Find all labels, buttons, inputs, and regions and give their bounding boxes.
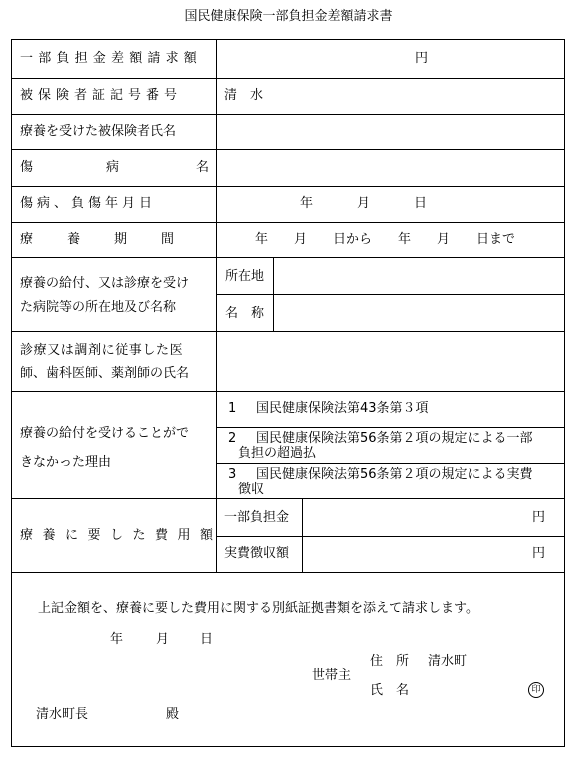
- row-divider: [11, 391, 565, 392]
- row-divider: [11, 149, 565, 150]
- actual-cost-input[interactable]: [308, 539, 526, 569]
- row-divider: [11, 257, 565, 258]
- reason-option-3-text[interactable]: 国民健康保険法第56条第２項の規定による実費: [256, 467, 533, 482]
- cost-label: 療養に要した費用額: [20, 528, 223, 543]
- hospital-name-input[interactable]: [280, 297, 560, 328]
- claim-amount-input[interactable]: [222, 44, 560, 74]
- declaration-date-year: 年: [110, 632, 124, 647]
- address-value: 清水町: [428, 654, 468, 669]
- injury-date-input[interactable]: [222, 189, 560, 219]
- treatment-period-label: 療養期間: [20, 232, 209, 247]
- reason-option-1-num: 1: [228, 401, 237, 416]
- illness-label-mid: 病: [106, 160, 120, 175]
- reason-option-2-text[interactable]: 国民健康保険法第56条第２項の規定による一部: [256, 431, 533, 446]
- declaration-date-month: 月: [156, 632, 170, 647]
- cost-sub-divider: [216, 536, 565, 537]
- doctor-label-line2: 師、歯科医師、薬剤師の氏名: [20, 366, 190, 381]
- hospital-sub-divider: [216, 294, 565, 295]
- copay-input[interactable]: [308, 502, 526, 532]
- treatment-period-text: 年 月 日から 年 月 日まで: [255, 232, 516, 247]
- row-divider: [11, 572, 565, 573]
- claim-amount-unit: 円: [415, 51, 429, 66]
- illness-name-input[interactable]: [222, 153, 560, 183]
- injury-date-year: 年: [300, 196, 314, 211]
- reason-option-3-num: 3: [228, 467, 237, 482]
- row-divider: [11, 498, 565, 499]
- illness-label-left: 傷: [20, 160, 34, 175]
- reason-option-2-num: 2: [228, 431, 237, 446]
- reason-option-3-text-line2: 徴収: [238, 482, 265, 497]
- declaration-text: 上記金額を、療養に要した費用に関する別紙証拠書類を添えて請求します。: [38, 601, 479, 616]
- label-column-divider: [216, 39, 217, 572]
- insured-number-input[interactable]: [280, 81, 560, 111]
- row-divider: [11, 114, 565, 115]
- insured-number-prefix: 清 水: [224, 88, 264, 103]
- doctor-name-input[interactable]: [222, 335, 560, 387]
- hospital-address-input[interactable]: [280, 260, 560, 291]
- reason-label-line1: 療養の給付を受けることがで: [20, 426, 190, 441]
- address-label: 住 所: [370, 654, 410, 669]
- illness-label-right: 名: [196, 160, 210, 175]
- householder-label: 世帯主: [312, 668, 352, 683]
- actual-cost-unit: 円: [532, 546, 546, 561]
- honorific: 殿: [166, 707, 180, 722]
- copay-unit: 円: [532, 510, 546, 525]
- insured-name-input[interactable]: [222, 117, 560, 147]
- row-divider: [11, 331, 565, 332]
- hospital-label-line2: た病院等の所在地及び名称: [20, 300, 177, 315]
- injury-date-label: 傷病、負傷年月日: [20, 196, 157, 211]
- cost-label-divider: [302, 498, 303, 572]
- insured-number-label: 被保険者証記号番号: [20, 88, 183, 103]
- page-title: 国民健康保険一部負担金差額請求書: [184, 9, 393, 24]
- injury-date-day: 日: [414, 196, 428, 211]
- insured-name-label: 療養を受けた被保険者氏名: [20, 124, 177, 139]
- row-divider: [11, 186, 565, 187]
- reason-sub-divider: [216, 427, 565, 428]
- reason-sub-divider: [216, 463, 565, 464]
- addressee: 清水町長: [36, 707, 89, 722]
- claim-amount-label-text: 一部負担金差額請求額: [20, 51, 203, 66]
- reason-option-2-text-line2: 負担の超過払: [238, 446, 317, 461]
- row-divider: [11, 222, 565, 223]
- declaration-date-day: 日: [200, 632, 214, 647]
- injury-date-month: 月: [357, 196, 371, 211]
- reason-option-1-text[interactable]: 国民健康保険法第43条第３項: [256, 401, 429, 416]
- hospital-label-divider: [273, 257, 274, 331]
- treatment-period-input[interactable]: [222, 225, 560, 255]
- reason-label-line2: きなかった理由: [20, 455, 112, 470]
- name-label: 氏 名: [370, 683, 410, 698]
- claim-amount-label: [20, 52, 208, 65]
- row-divider: [11, 78, 565, 79]
- hospital-label-line1: 療養の給付、又は診療を受け: [20, 276, 190, 291]
- copay-label: 一部負担金: [224, 510, 290, 525]
- hospital-address-label: 所在地: [225, 269, 265, 284]
- seal-mark: 印: [528, 682, 544, 698]
- hospital-name-label: 名 称: [225, 306, 265, 321]
- doctor-label-line1: 診療又は調剤に従事した医: [20, 343, 184, 358]
- actual-cost-label: 実費徴収額: [224, 546, 290, 561]
